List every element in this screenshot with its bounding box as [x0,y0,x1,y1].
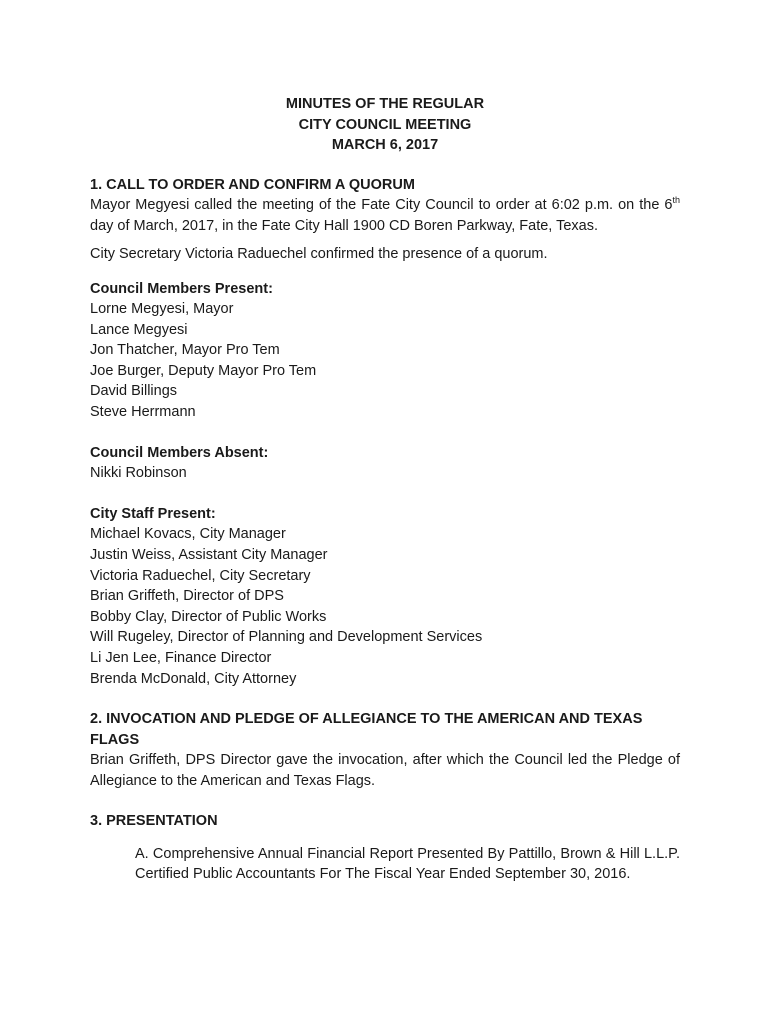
list-item: David Billings [90,383,178,400]
document-title [90,94,680,156]
title-line-2: CITY COUNCIL MEETING [298,116,472,133]
section-1-paragraph-1 [90,195,680,236]
staff-present-block [90,504,680,689]
section-invocation [90,709,680,791]
staff-present-heading: City Staff Present: [90,505,216,522]
list-item: Joe Burger, Deputy Mayor Pro Tem [90,362,317,379]
council-absent-block [90,443,680,484]
title-line-3: MARCH 6, 2017 [331,137,439,153]
section-2-paragraph: Brian Griffeth, DPS Director gave the invocation, after which the Council led the Pledge of Allegiance to the American and Texas Flags. [90,752,680,789]
list-item: Will Rugeley, Director of Planning and Development Services [90,629,483,646]
list-item: Li Jen Lee, Finance Director [90,650,272,666]
list-item: Steve Herrmann [90,404,196,421]
section-3-heading: 3. PRESENTATION [90,813,218,830]
list-item: Jon Thatcher, Mayor Pro Tem [90,342,280,359]
list-item: Lorne Megyesi, Mayor [90,301,234,318]
title-line-1: MINUTES OF THE REGULAR [285,96,485,112]
council-absent-heading: Council Members Absent: [90,444,269,461]
council-present-heading: Council Members Present: [90,280,273,297]
section-1-paragraph-2: City Secretary Victoria Raduechel confirmed the presence of a quorum. [90,246,548,262]
list-item: Justin Weiss, Assistant City Manager [90,547,328,564]
list-item: Victoria Raduechel, City Secretary [90,567,311,584]
list-item: Brian Griffeth, Director of DPS [90,588,284,605]
section-2-heading: 2. INVOCATION AND PLEDGE OF ALLEGIANCE TO THE AMERICAN AND TEXAS FLAGS [90,711,643,748]
para-text-b: day of March, 2017, in the Fate City Hall 1900 CD Boren Parkway, Fate, Texas. [90,217,599,234]
list-item: Lance Megyesi [90,321,188,338]
section-1-heading: 1. CALL TO ORDER AND CONFIRM A QUORUM [90,176,415,193]
para-day-number: 6 [664,197,673,213]
list-item: Nikki Robinson [90,465,187,482]
list-item: Michael Kovacs, City Manager [90,526,286,543]
section-presentation [90,811,680,885]
section-3-item-a: A. Comprehensive Annual Financial Report Presented By Pattillo, Brown & Hill L.L.P. Certified Public Accountants For The Fiscal Year Ended September 30, 2016. [135,845,680,883]
list-item: Brenda McDonald, City Attorney [90,670,297,687]
ordinal-suffix: th [672,195,680,206]
list-item: Bobby Clay, Director of Public Works [90,608,327,625]
council-present-block [90,279,680,423]
para-text-a: Mayor Megyesi called the meeting of the Fate City Council to order at 6:02 p.m. on the [90,197,665,213]
section-call-to-order [90,175,680,265]
document-page [90,94,680,885]
